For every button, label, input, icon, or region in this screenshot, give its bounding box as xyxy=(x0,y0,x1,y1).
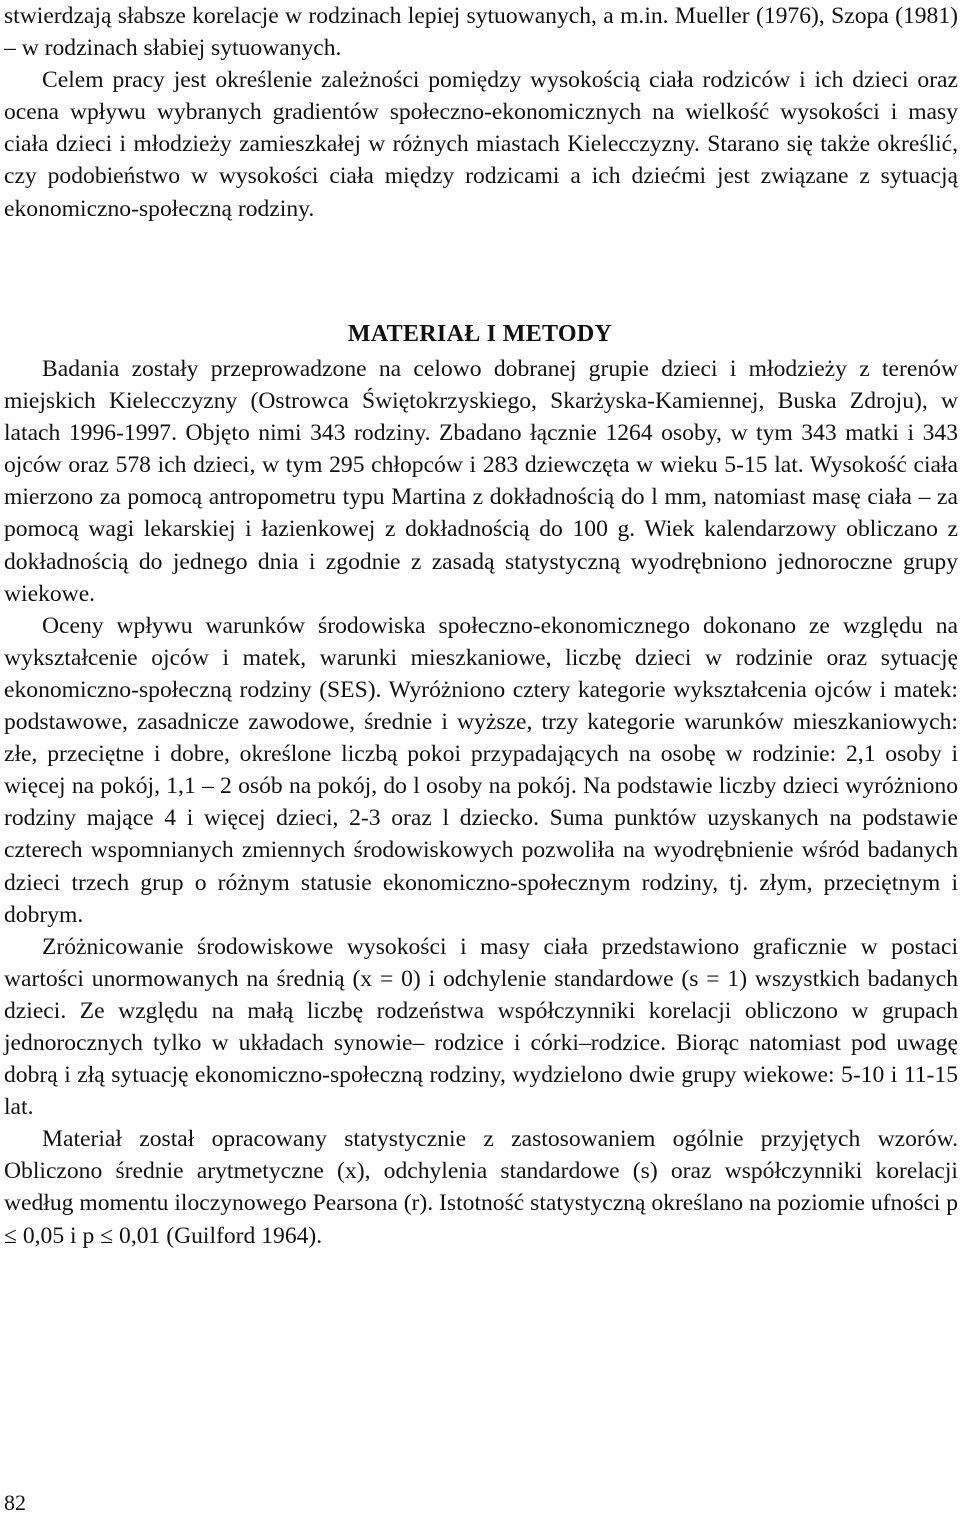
paragraph-study-design: Badania zostały przeprowadzone na celowo dobranej grupie dzieci i młodzieży z terenów miejskich Kielecczyzny (Ostrowca Świętokrzyskiego, Skarżyska-Kamiennej, Buska Zdroju), w latach 1996-1997. Objęto nimi 343 rodziny. Zbadano łącznie 1264 osoby, w tym 343 matki i 343 ojców oraz 578 ich dzieci, w tym 295 chłopców i 283 dziewczęta w wieku 5-15 lat. Wysokość ciała mierzono za pomocą antropometru typu Martina z dokładnością do l mm, natomiast masę ciała – za pomocą wagi lekarskiej i łazienkowej z dokładnością do 100 g. Wiek kalendarzowy obliczano z dokładnością do jednego dnia i zgodnie z zasadą statystyczną wyodrębniono jednoroczne grupy wiekowe. xyxy=(4,356,958,607)
paragraph-environment: Oceny wpływu warunków środowiska społeczno-ekonomicznego dokonano ze względu na wykształcenie ojców i matek, warunki mieszkaniowe, liczbę dzieci w rodzinie oraz sytuację ekonomiczno-społeczną rodziny (SES). Wyróżniono cztery kategorie wykształcenia ojców i matek: podstawowe, zasadnicze zawodowe, średnie i wyższe, trzy kategorie warunków mieszkaniowych: złe, przeciętne i dobre, określone liczbą pokoi przypadających na osobę w rodzinie: 2,1 osoby i więcej na pokój, 1,1 – 2 osób na pokój, do l osoby na pokój. Na podstawie liczby dzieci wyróżniono rodziny mające 4 i więcej dzieci, 2-3 oraz l dziecko. Suma punktów uzyskanych na podstawie czterech wspomnianych zmiennych środowiskowych pozwoliła na wyodrębnienie wśród badanych dzieci trzech grup o różnym statusie ekonomiczno-społecznym rodziny, tj. złym, przeciętnym i dobrym. xyxy=(4,612,958,928)
section-heading: MATERIAŁ I METODY xyxy=(347,321,613,347)
paragraph-aim: Celem pracy jest określenie zależności pomiędzy wysokością ciała rodziców i ich dzieci oraz ocena wpływu wybranych gradientów społeczno-ekonomicznych na wielkość wysokości i masy ciała dzieci i młodzieży zamieszkałej w różnych miastach Kielecczyzny. Starano się także określić, czy podobieństwo w wysokości ciała między rodzicami a ich dziećmi jest związane z sytuacją ekonomiczno-społeczną rodziny. xyxy=(4,67,958,222)
paragraph-statistics: Materiał został opracowany statystycznie z zastosowaniem ogólnie przyjętych wzorów. Obliczono średnie arytmetyczne (x), odchylenia standardowe (s) oraz współczynniki korelacji według momentu iloczynowego Pearsona (r). Istotność statystyczną określano na poziomie ufności p ≤ 0,05 i p ≤ 0,01 (Guilford 1964). xyxy=(4,1126,958,1249)
page-number: 82 xyxy=(4,1490,26,1515)
intro-text xyxy=(4,0,958,225)
methods-text xyxy=(4,353,958,1252)
paragraph-continuation: stwierdzają słabsze korelacje w rodzinach lepiej sytuowanych, a m.in. Mueller (1976), Szopa (1981) – w rodzinach słabiej sytuowanych. xyxy=(4,3,958,62)
paragraph-normalization: Zróżnicowanie środowiskowe wysokości i masy ciała przedstawiono graficznie w postaci wartości unormowanych na średnią (x = 0) i odchylenie standardowe (s = 1) wszystkich badanych dzieci. Ze względu na małą liczbę rodzeństwa współczynniki korelacji obliczono w grupach jednorocznych tylko w układach synowie– rodzice i córki–rodzice. Biorąc natomiast pod uwagę dobrą i złą sytuację ekonomiczno-społeczną rodziny, wydzielono dwie grupy wiekowe: 5-10 i 11-15 lat. xyxy=(4,933,958,1121)
